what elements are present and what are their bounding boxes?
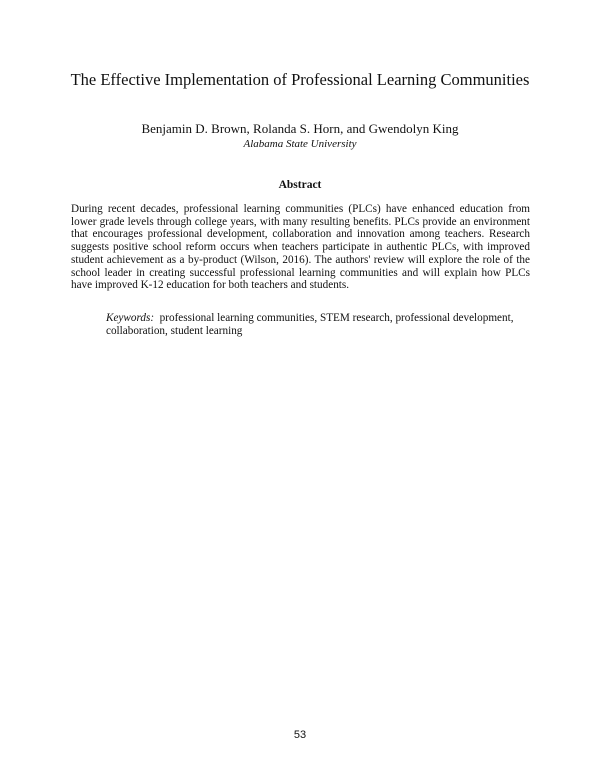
- paper-title: The Effective Implementation of Professional Learning Communities: [70, 70, 530, 89]
- abstract-heading: Abstract: [278, 179, 322, 191]
- page-number: 53: [293, 729, 307, 741]
- keywords-label: Keywords:: [106, 312, 155, 324]
- abstract-body: During recent decades, professional learning communities (PLCs) have enhanced education from lower grade levels through college years, with many resulting benefits. PLCs provide an environment that encourages professional development, collaboration and innovation among teachers. Research suggests positive school reform occurs when teachers participate in authentic PLCs, with improved student achievement as a by-product (Wilson, 2016). The authors' review will explore the role of the school leader in creating successful professional learning communities and will explain how PLCs have improved K-12 education for both teachers and students.: [71, 203, 530, 292]
- author-list: Benjamin D. Brown, Rolanda S. Horn, and Gwendolyn King: [141, 121, 459, 136]
- keywords-text: professional learning communities, STEM research, professional development, collaboration, student learning: [106, 312, 514, 337]
- author-affiliation: Alabama State University: [243, 138, 357, 150]
- keywords-line: [106, 312, 536, 338]
